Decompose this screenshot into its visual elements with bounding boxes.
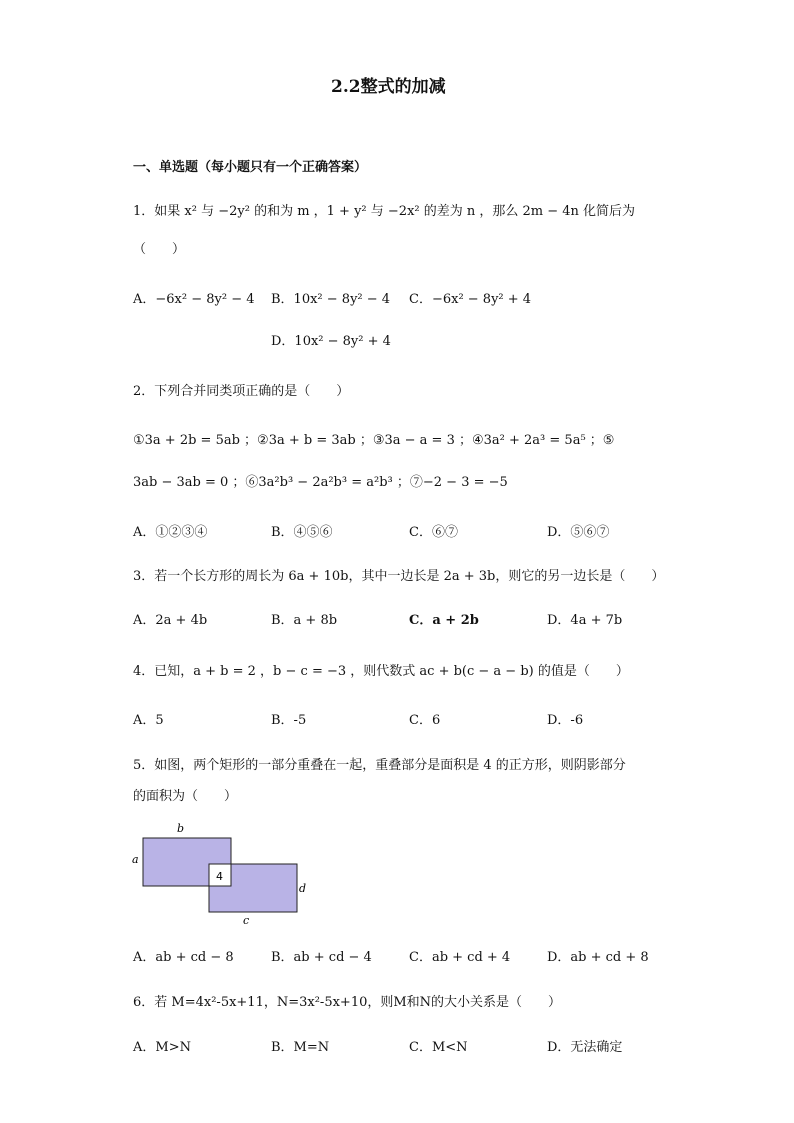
question-6-option-d: D．无法确定: [547, 1040, 623, 1055]
question-4-option-a: A．5: [133, 713, 164, 728]
question-2-line-2: 3ab − 3ab = 0 ；⑥3a²b³ − 2a²b³ = a²b³ ；⑦−2 − 3 = −5: [133, 475, 508, 490]
question-6-option-b: B．M=N: [271, 1040, 330, 1055]
question-1-option-d: D．10x² − 8y² + 4: [271, 334, 391, 349]
label-4: 4: [216, 870, 223, 883]
question-4-option-c: C．6: [409, 713, 441, 728]
question-2-line-1: ①3a + 2b = 5ab ；②3a + b = 3ab ；③3a − a = 3 ；④3a² + 2a³ = 5a⁵ ；⑤: [133, 433, 615, 448]
question-1-stem: 1．如果 x² 与 −2y² 的和为 m ，1 + y² 与 −2x² 的差为 n ，那么 2m − 4n 化简后为: [133, 204, 636, 219]
question-3-option-a: A．2a + 4b: [133, 613, 208, 628]
question-4-stem: 4．已知，a + b = 2 ，b − c = −3 ，则代数式 ac + b(c − a − b) 的值是（ ）: [133, 664, 629, 679]
question-2-option-d: D．⑤⑥⑦: [547, 525, 610, 540]
question-3-option-b: B．a + 8b: [271, 613, 338, 628]
question-5-option-c: C．ab + cd + 4: [409, 950, 511, 965]
question-6-option-a: A．M>N: [133, 1040, 191, 1055]
question-2-option-b: B．④⑤⑥: [271, 525, 333, 540]
question-5-option-b: B．ab + cd − 4: [271, 950, 372, 965]
question-4-option-d: D．-6: [547, 713, 584, 728]
question-3-stem: 3．若一个长方形的周长为 6a + 10b，其中一边长是 2a + 3b，则它的另一边长是（ ）: [133, 569, 665, 584]
question-1-paren: （ ）: [133, 242, 186, 257]
question-5-stem-line-1: 5．如图，两个矩形的一部分重叠在一起，重叠部分是面积是 4 的正方形，则阴影部分: [133, 758, 626, 773]
question-2-option-c: C．⑥⑦: [409, 525, 458, 540]
label-c: c: [243, 914, 250, 927]
question-3-option-c: C．a + 2b: [409, 613, 479, 628]
question-4-option-b: B．-5: [271, 713, 307, 728]
question-6-option-c: C．M<N: [409, 1040, 468, 1055]
question-5-option-d: D．ab + cd + 8: [547, 950, 649, 965]
label-b: b: [177, 822, 185, 835]
page-title: 2.2整式的加减: [331, 77, 446, 97]
question-1-option-a: A．−6x² − 8y² − 4: [133, 292, 255, 307]
question-2-option-a: A．①②③④: [133, 525, 208, 540]
question-1-option-c: C．−6x² − 8y² + 4: [409, 292, 532, 307]
question-6-stem: 6．若 M=4x²-5x+11，N=3x²-5x+10，则M和N的大小关系是（ ）: [133, 995, 562, 1010]
question-2-stem: 2．下列合并同类项正确的是（ ）: [133, 384, 350, 399]
question-1-option-b: B．10x² − 8y² − 4: [271, 292, 391, 307]
label-d: d: [299, 882, 307, 895]
overlapping-rectangles-figure: [128, 820, 328, 930]
question-5-option-a: A．ab + cd − 8: [133, 950, 234, 965]
question-3-option-d: D．4a + 7b: [547, 613, 623, 628]
label-a: a: [132, 853, 139, 866]
section-heading: 一、单选题（每小题只有一个正确答案）: [133, 160, 368, 175]
question-5-stem-line-2: 的面积为（ ）: [133, 789, 238, 804]
